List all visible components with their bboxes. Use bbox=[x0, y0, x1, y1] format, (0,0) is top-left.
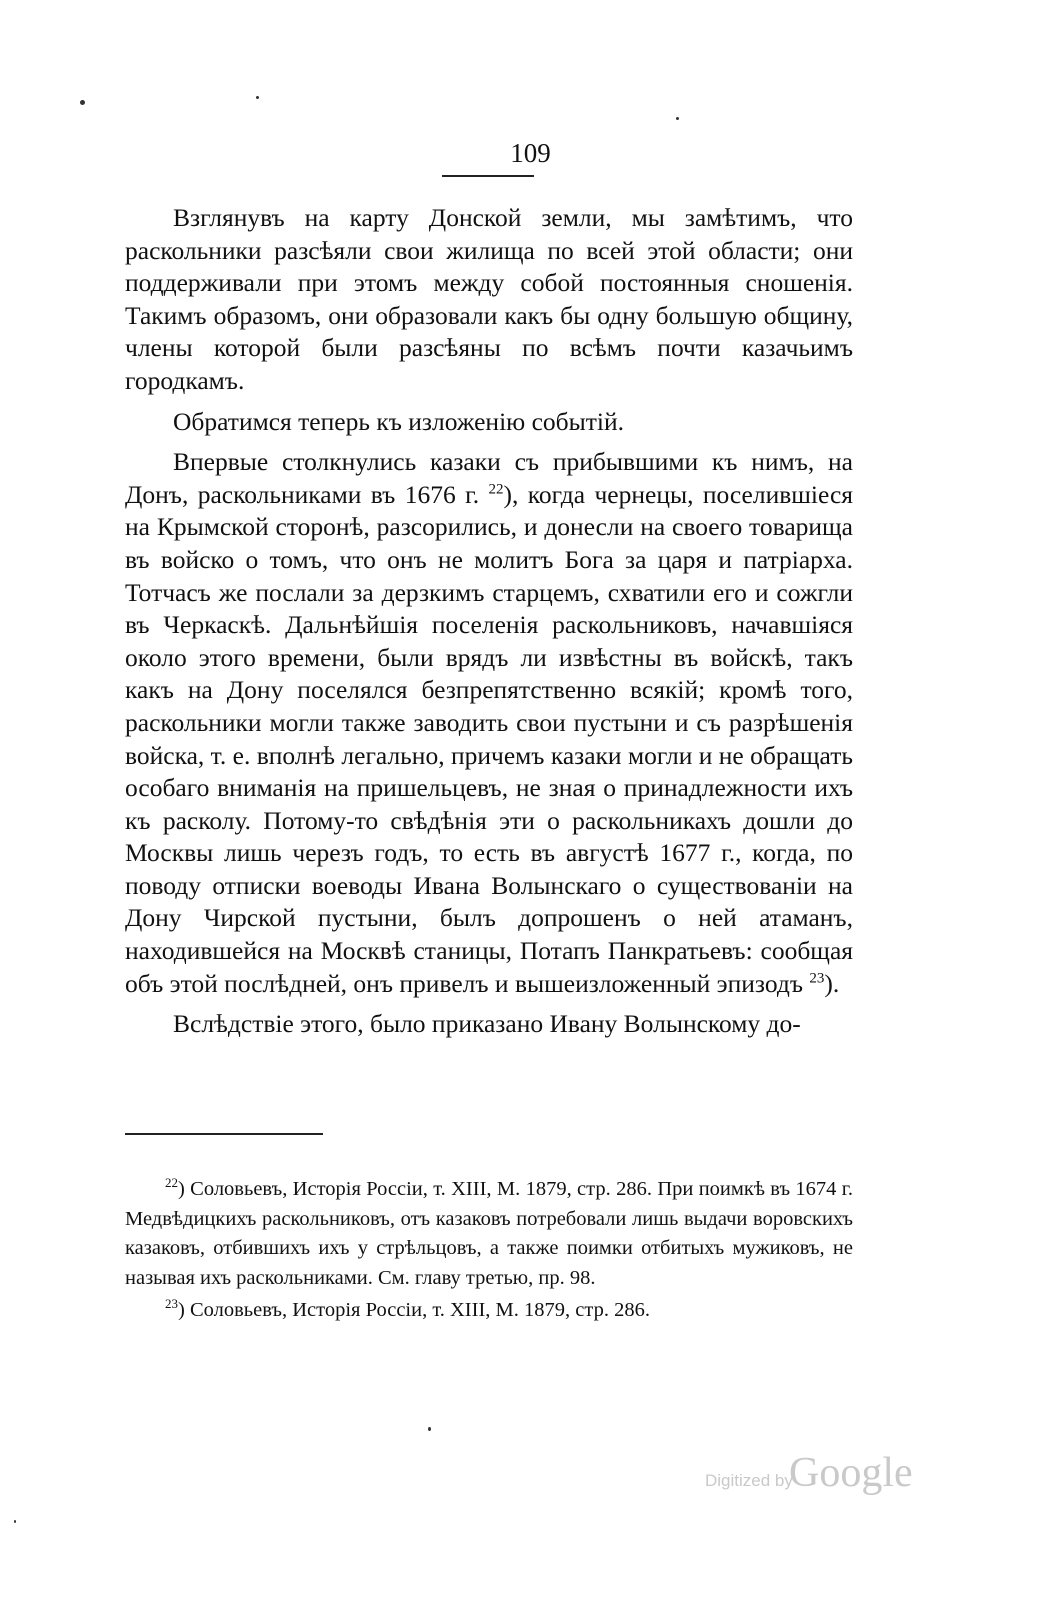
paragraph-3-part-2: ), когда чернецы, поселившіеся на Крымской сторонѣ, разсорились, и донесли на своего товарища въ войско о томъ, что онъ не молитъ Бога за царя и патріарха. Тотчасъ же послали за дерзкимъ старцемъ, схватили его и сожгли въ Черкаскѣ. Дальнѣйшія поселенія раскольниковъ, начавшіяся около этого времени, были врядъ ли извѣстны въ войскѣ, такъ какъ на Дону поселялся безпрепятственно всякій; кромѣ того, раскольники могли также заводить свои пустыни и съ разрѣшенія войска, т. е. вполнѣ легально, причемъ казаки могли и не обращать особаго вниманія на пришельцевъ, не зная о принадлежности ихъ къ расколу. Потому-то свѣдѣнія эти о раскольникахъ дошли до Москвы лишь черезъ годъ, то есть въ августѣ 1677 г., когда, по поводу отписки воеводы Ивана Волынскаго о существованіи на Дону Чирской пустыни, былъ допрошенъ о ней атаманъ, находившейся на Москвѣ станицы, Потапъ Панкратьевъ: сообщая объ этой послѣдней, онъ привелъ и вышеизложенный эпизодъ bbox=[125, 479, 853, 998]
digitized-by-label: Digitized by bbox=[705, 1471, 793, 1490]
scan-speck bbox=[676, 117, 679, 120]
scan-speck bbox=[14, 1520, 16, 1523]
paragraph-3 bbox=[125, 446, 853, 1000]
paragraph-3-part-1: Впервые столкнулись казаки съ прибывшими къ нимъ, на Донъ, раскольниками въ 1676 г. bbox=[125, 447, 853, 509]
scan-speck bbox=[256, 96, 259, 99]
footnote-mark: 22 bbox=[165, 1175, 178, 1191]
footnote-23 bbox=[125, 1296, 853, 1326]
scan-speck bbox=[80, 100, 85, 105]
paragraph-2: Обратимся теперь къ изложенію событій. bbox=[173, 406, 625, 436]
digitized-watermark bbox=[705, 1450, 925, 1505]
main-text bbox=[125, 202, 853, 1049]
footnote-ref-23[interactable]: 23 bbox=[809, 970, 825, 987]
footnote-ref-22[interactable]: 22 bbox=[488, 481, 504, 498]
footnote-separator bbox=[125, 1133, 323, 1135]
footnotes bbox=[125, 1175, 853, 1329]
paragraph-3-part-3: ). bbox=[824, 968, 840, 998]
footnote-22 bbox=[125, 1175, 853, 1293]
page-number-rule bbox=[442, 175, 534, 177]
paragraph-1: Взглянувъ на карту Донской земли, мы замѣтимъ, что раскольники разсѣяли свои жилища по всей этой области; они поддерживали при этомъ между собой постоянныя сношенія. Такимъ образомъ, они образовали какъ бы одну большую общину, члены которой были разсѣяны по всѣмъ почти казачьимъ городкамъ. bbox=[125, 203, 853, 395]
footnote-text: ) Соловьевъ, Исторія Россіи, т. XIII, М. 1879, стр. 286. При поимкѣ въ 1674 г. Медвѣдицкихъ раскольниковъ, отъ казаковъ потребовали лишь выдачи воровскихъ казаковъ, отбившихъ ихъ у стрѣльцовъ, а также поимки отбитыхъ мужиковъ, не называя ихъ раскольниками. См. главу третью, пр. 98. bbox=[125, 1178, 853, 1289]
footnote-text: ) Соловьевъ, Исторія Россіи, т. XIII, М. 1879, стр. 286. bbox=[178, 1299, 650, 1321]
scan-speck bbox=[428, 1427, 431, 1431]
page-number: 109 bbox=[510, 138, 551, 168]
footnote-mark: 23 bbox=[165, 1296, 178, 1312]
paragraph-4: Вслѣдствіе этого, было приказано Ивану Волынскому до- bbox=[173, 1009, 801, 1039]
google-logo: Google bbox=[789, 1450, 913, 1496]
